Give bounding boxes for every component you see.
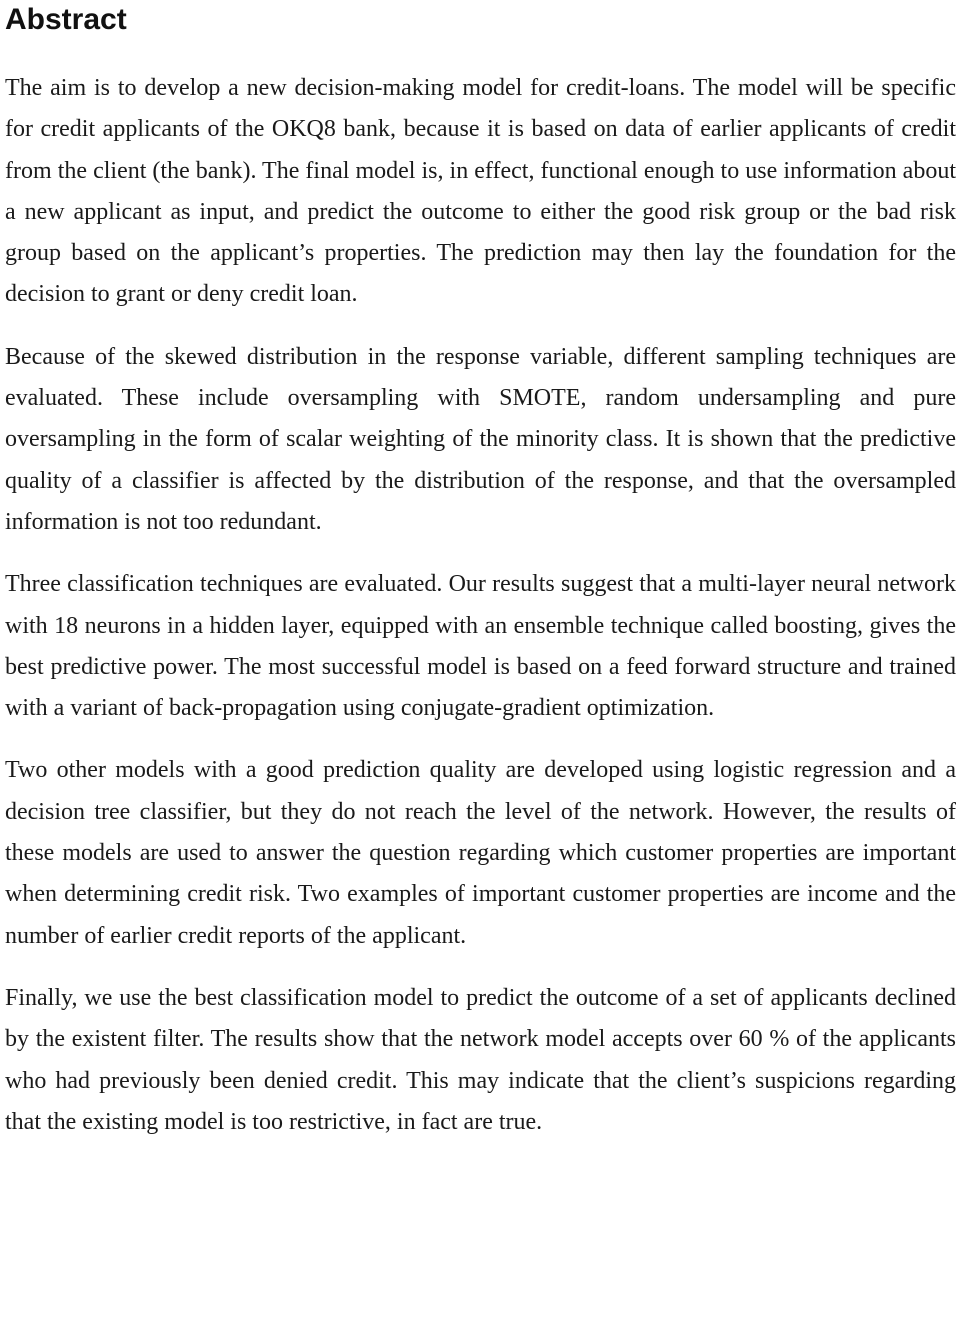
abstract-paragraph-2: Because of the skewed distribution in the response variable, different sampling techniques are evaluated. These include oversampling with SMOTE, random undersampling and pure oversampling in the form of scalar weighting of the minority class. It is shown that the predictive quality of a classifier is affected by the distribution of the response, and that the oversampled information is not too redundant. (5, 343, 956, 535)
abstract-paragraph-3: Three classification techniques are evaluated. Our results suggest that a multi-layer neural network with 18 neurons in a hidden layer, equipped with an ensemble technique called boosting, gives the best predictive power. The most successful model is based on a feed forward structure and trained with a variant of back-propagation using conjugate-gradient optimization. (5, 571, 956, 722)
abstract-paragraph-5: Finally, we use the best classification model to predict the outcome of a set of applicants declined by the existent filter. The results show that the network model accepts over 60 % of the applicants who had previously been denied credit. This may indicate that the client’s suspicions regarding that the existing model is too restrictive, in fact are true. (5, 984, 956, 1135)
section-heading: Abstract (5, 3, 127, 36)
abstract-paragraph-4: Two other models with a good prediction quality are developed using logistic regression and a decision tree classifier, but they do not reach the level of the network. However, the results of these models are used to answer the question regarding which customer properties are important when determining credit risk. Two examples of important customer properties are income and the number of earlier credit reports of the applicant. (5, 757, 956, 949)
document-page (5, 0, 956, 1143)
abstract-paragraph-1: The aim is to develop a new decision-making model for credit-loans. The model will be specific for credit applicants of the OKQ8 bank, because it is based on data of earlier applicants of credit from the client (the bank). The final model is, in effect, functional enough to use information about a new applicant as input, and predict the outcome to either the good risk group or the bad risk group based on the applicant’s properties. The prediction may then lay the foundation for the decision to grant or deny credit loan. (5, 75, 956, 308)
